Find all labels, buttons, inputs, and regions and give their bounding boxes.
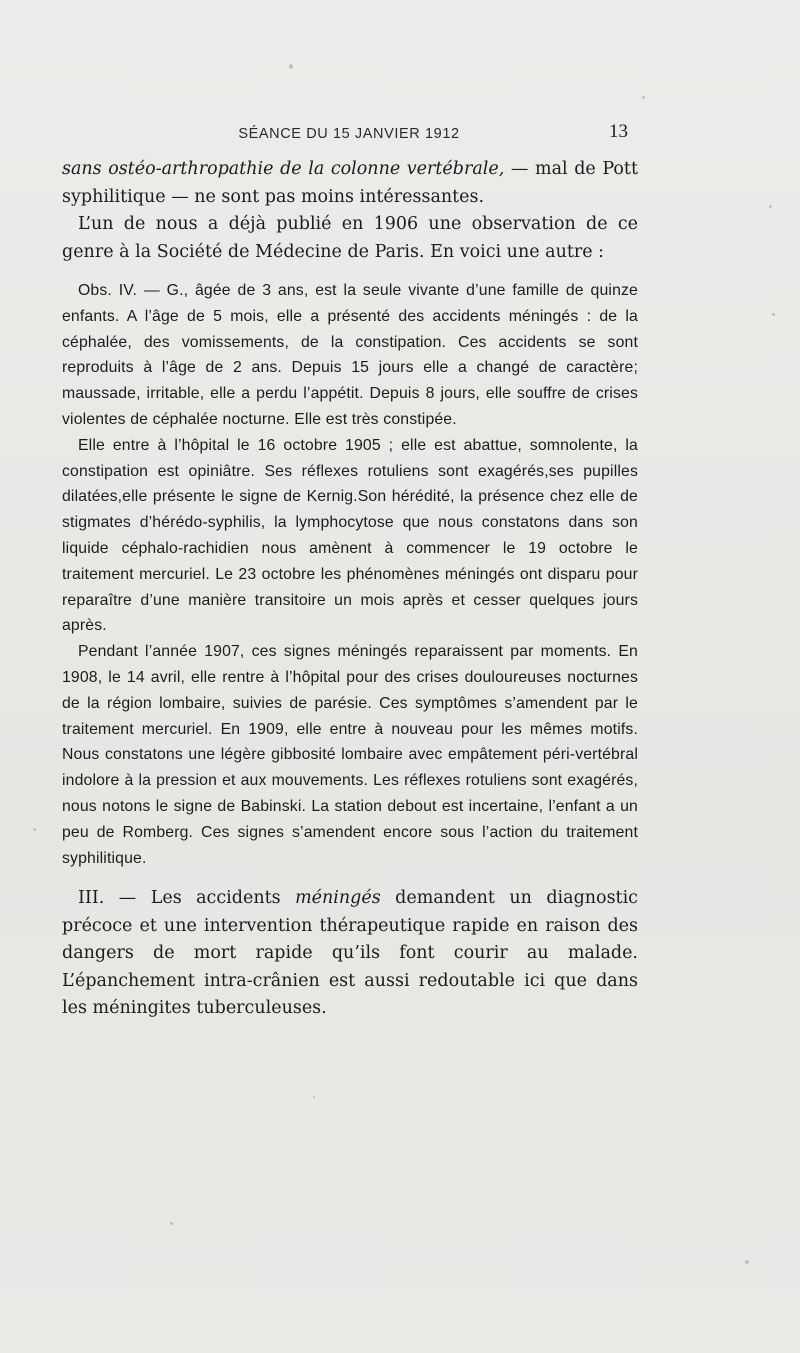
scan-speck bbox=[769, 205, 772, 208]
observation-label: Obs. IV. bbox=[78, 282, 138, 299]
paragraph-text: — mal de Pott syphilitique — ne sont pas moins intéressantes. bbox=[62, 159, 638, 207]
scan-speck bbox=[642, 96, 645, 99]
italic-word: méningés bbox=[295, 888, 381, 909]
running-title: SÉANCE DU 15 JANVIER 1912 bbox=[238, 126, 460, 142]
observation-paragraph bbox=[62, 278, 638, 433]
paragraph-text: L’un de nous a déjà publié en 1906 une observation de ce genre à la Société de Médecine de Paris. En voici une autre : bbox=[62, 214, 638, 262]
section-paragraph bbox=[62, 885, 638, 1023]
observation-text: — G., âgée de 3 ans, est la seule vivante d’une famille de quinze enfants. A l’âge de 5 mois, elle a présenté des accidents méningés : de la céphalée, des vomissements, de la constipation. Ces accidents se sont reproduits à l’âge de 2 ans. Depuis 15 jours elle a changé de caractère; maussade, irritable, elle a perdu l’appétit. Depuis 8 jours, elle souffre de crises violentes de céphalée nocturne. Elle est très constipée. bbox=[62, 282, 638, 428]
page-header bbox=[62, 121, 636, 145]
paragraph-text: Pendant l’année 1907, ces signes méningés reparaissent par moments. En 1908, le 14 avril, elle rentre à l’hôpital pour des crises douloureuses nocturnes de la région lombaire, suivies de parésie. Ces symptômes s’amendent par le traitement mercuriel. En 1909, elle entre à nouveau pour les mêmes motifs. Nous constatons une légère gibbosité lombaire avec empâtement péri-vertébral indolore à la pression et aux mouvements. Les réflexes rotuliens sont exagérés, nous notons le signe de Babinski. La station debout est incertaine, l’enfant a un peu de Romberg. Ces signes s’amendent encore sous l’action du traitement syphilitique. bbox=[62, 643, 638, 867]
observation-paragraph bbox=[62, 433, 638, 639]
paragraph-text: demandent un diagnostic précoce et une intervention thérapeutique rapide en raison des dangers de mort rapide qu’ils font courir au malade. L’épanchement intra-crânien est aussi redoutable ici que dans les méningites tuberculeuses. bbox=[62, 888, 638, 1019]
scan-speck bbox=[313, 1096, 315, 1098]
scan-speck bbox=[33, 828, 36, 831]
scan-speck bbox=[772, 313, 775, 316]
paragraph bbox=[62, 211, 638, 266]
paragraph-continuation bbox=[62, 156, 638, 211]
scan-speck bbox=[289, 64, 293, 69]
italic-phrase: sans ostéo-arthropathie de la colonne vertébrale, bbox=[62, 159, 505, 179]
body-text bbox=[62, 156, 638, 1023]
section-lead: III. — Les accidents bbox=[78, 888, 296, 909]
scan-speck bbox=[170, 1222, 173, 1225]
observation-paragraph bbox=[62, 639, 638, 871]
scan-speck bbox=[745, 1260, 749, 1264]
page-number: 13 bbox=[609, 121, 628, 142]
paragraph-text: Elle entre à l’hôpital le 16 octobre 1905 ; elle est abattue, somnolente, la constipation est opiniâtre. Ses réflexes rotuliens sont exagérés,ses pupilles dilatées,elle présente le signe de Kernig.Son hérédité, la présence chez elle de stigmates d’hérédo-syphilis, la lymphocytose que nous constatons dans son liquide céphalo-rachidien nous amènent à commencer le 19 octobre le traitement mercuriel. Le 23 octobre les phénomènes méningés ont disparu pour reparaître d’une manière transitoire un mois après et cesser quelques jours après. bbox=[62, 436, 638, 635]
